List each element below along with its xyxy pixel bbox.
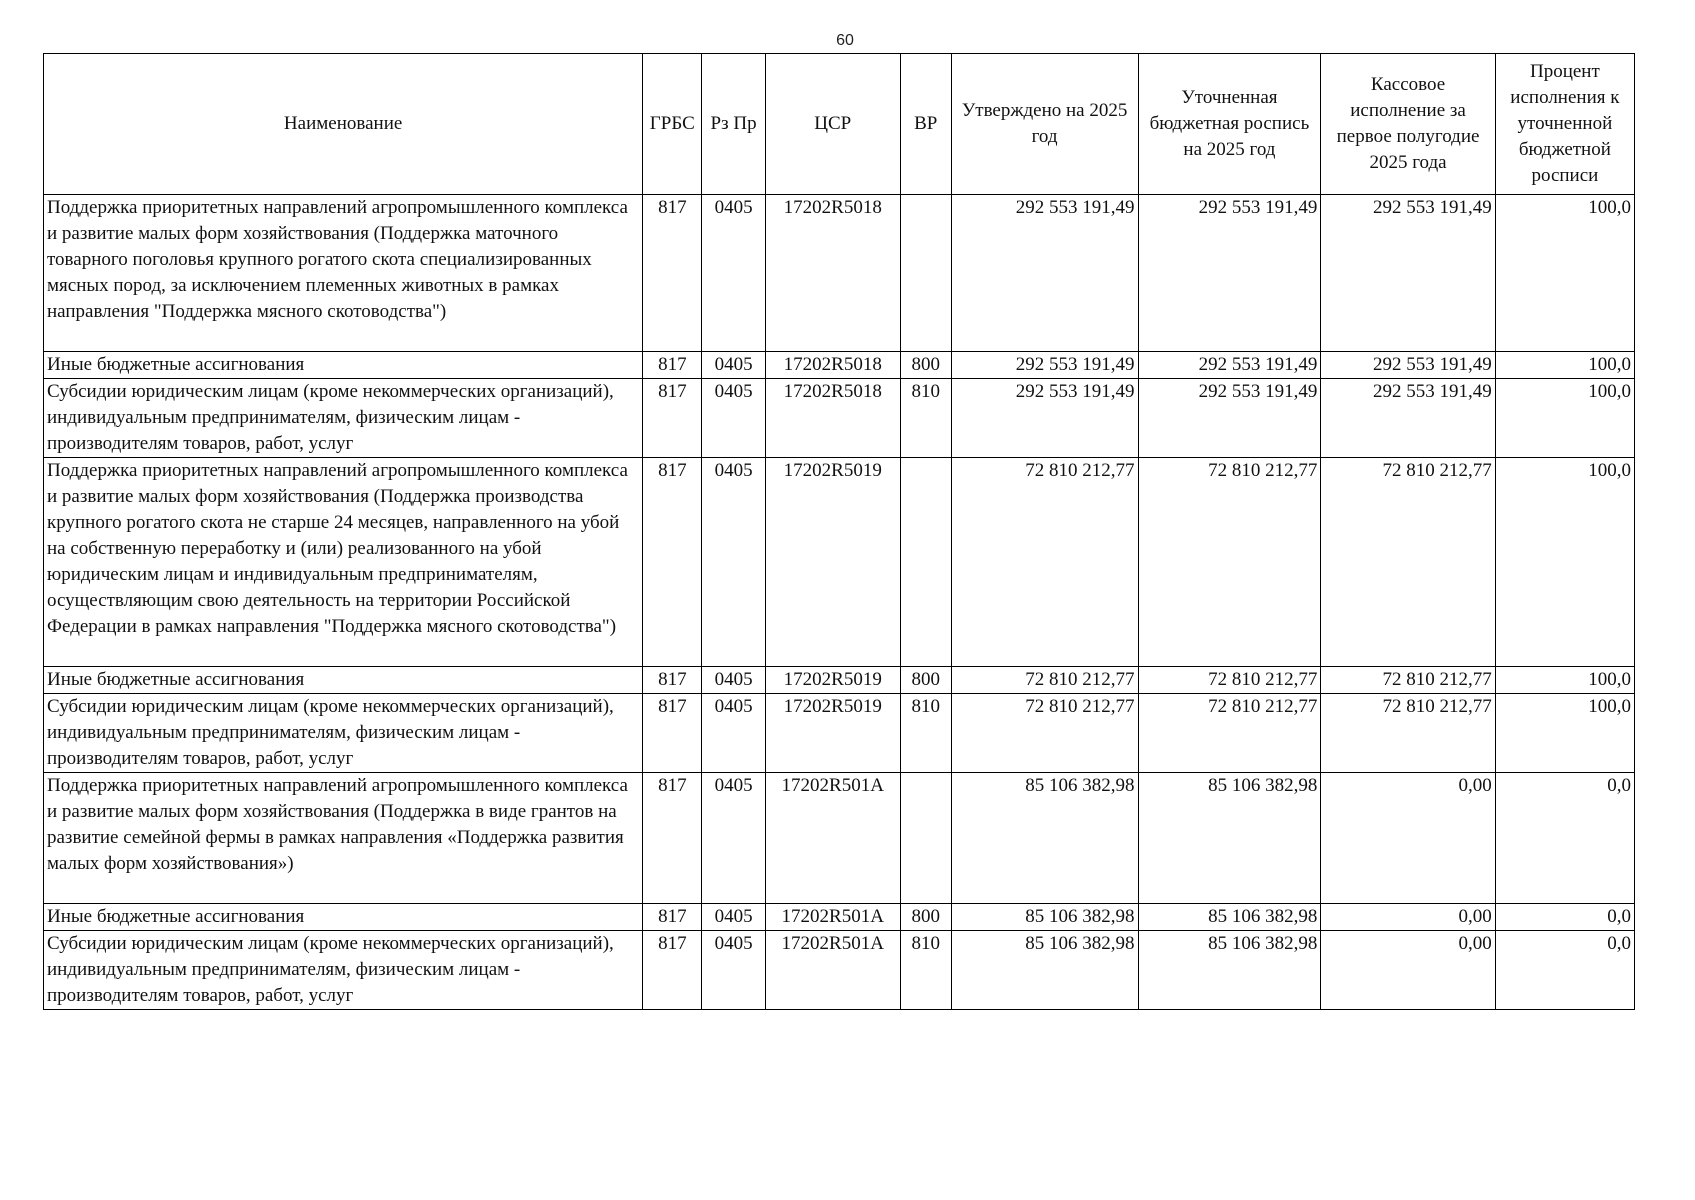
- row-refined: 292 553 191,49: [1138, 352, 1321, 379]
- row-name: Иные бюджетные ассигнования: [44, 352, 643, 379]
- row-name: Иные бюджетные ассигнования: [44, 904, 643, 931]
- row-percent: 100,0: [1495, 694, 1634, 773]
- table-row: [44, 195, 1635, 352]
- row-vr: 810: [900, 694, 951, 773]
- row-grbs: 817: [643, 458, 702, 667]
- header-approved: Утверждено на 2025 год: [951, 54, 1138, 195]
- row-rzpr: 0405: [702, 904, 765, 931]
- row-csr: 17202R5018: [765, 379, 900, 458]
- row-approved: 292 553 191,49: [951, 379, 1138, 458]
- row-approved: 85 106 382,98: [951, 931, 1138, 1010]
- row-name: Субсидии юридическим лицам (кроме некоммерческих организаций), индивидуальным предпринимателям, физическим лицам - производителям товаров, работ, услуг: [44, 931, 643, 1010]
- row-cash: 292 553 191,49: [1321, 379, 1495, 458]
- row-rzpr: 0405: [702, 379, 765, 458]
- header-rzpr: Рз Пр: [702, 54, 765, 195]
- row-approved: 292 553 191,49: [951, 352, 1138, 379]
- header-csr: ЦСР: [765, 54, 900, 195]
- row-cash: 292 553 191,49: [1321, 352, 1495, 379]
- row-vr: 800: [900, 667, 951, 694]
- header-refined: Уточненная бюджетная роспись на 2025 год: [1138, 54, 1321, 195]
- row-vr: 810: [900, 379, 951, 458]
- row-refined: 85 106 382,98: [1138, 931, 1321, 1010]
- row-name: Поддержка приоритетных направлений агропромышленного комплекса и развитие малых форм хозяйствования (Поддержка в виде грантов на развитие семейной фермы в рамках направления «Поддержка развития малых форм хозяйствования»): [44, 773, 643, 904]
- row-grbs: 817: [643, 904, 702, 931]
- table-row: [44, 694, 1635, 773]
- row-percent: 0,0: [1495, 904, 1634, 931]
- row-rzpr: 0405: [702, 667, 765, 694]
- row-percent: 100,0: [1495, 667, 1634, 694]
- row-vr: 800: [900, 352, 951, 379]
- row-csr: 17202R501A: [765, 773, 900, 904]
- row-grbs: 817: [643, 195, 702, 352]
- row-grbs: 817: [643, 931, 702, 1010]
- row-refined: 292 553 191,49: [1138, 195, 1321, 352]
- row-cash: 0,00: [1321, 773, 1495, 904]
- table-row: [44, 773, 1635, 904]
- row-vr: 800: [900, 904, 951, 931]
- row-cash: 72 810 212,77: [1321, 667, 1495, 694]
- table-row: [44, 379, 1635, 458]
- row-refined: 72 810 212,77: [1138, 458, 1321, 667]
- header-percent: Процент исполнения к уточненной бюджетной росписи: [1495, 54, 1634, 195]
- header-row: [44, 54, 1635, 195]
- row-refined: 85 106 382,98: [1138, 904, 1321, 931]
- row-csr: 17202R501A: [765, 931, 900, 1010]
- row-cash: 292 553 191,49: [1321, 195, 1495, 352]
- row-csr: 17202R5019: [765, 458, 900, 667]
- row-approved: 85 106 382,98: [951, 773, 1138, 904]
- row-name: Поддержка приоритетных направлений агропромышленного комплекса и развитие малых форм хозяйствования (Поддержка производства крупного рогатого скота не старше 24 месяцев, направленного на убой на собственную переработку и (или) реализованного на убой юридическим лицам и индивидуальным предпринимателям, осуществляющим свою деятельность на территории Российской Федерации в рамках направления "Поддержка мясного скотоводства"): [44, 458, 643, 667]
- row-csr: 17202R501A: [765, 904, 900, 931]
- row-grbs: 817: [643, 773, 702, 904]
- row-csr: 17202R5019: [765, 694, 900, 773]
- table-row: [44, 352, 1635, 379]
- row-approved: 72 810 212,77: [951, 694, 1138, 773]
- row-cash: 72 810 212,77: [1321, 458, 1495, 667]
- row-percent: 100,0: [1495, 352, 1634, 379]
- row-approved: 72 810 212,77: [951, 458, 1138, 667]
- row-approved: 292 553 191,49: [951, 195, 1138, 352]
- row-vr: [900, 195, 951, 352]
- row-grbs: 817: [643, 352, 702, 379]
- row-vr: 810: [900, 931, 951, 1010]
- row-percent: 100,0: [1495, 458, 1634, 667]
- row-csr: 17202R5018: [765, 195, 900, 352]
- row-vr: [900, 458, 951, 667]
- header-cash: Кассовое исполнение за первое полугодие 2025 года: [1321, 54, 1495, 195]
- row-percent: 0,0: [1495, 773, 1634, 904]
- row-rzpr: 0405: [702, 458, 765, 667]
- header-name: Наименование: [44, 54, 643, 195]
- header-vr: ВР: [900, 54, 951, 195]
- table-row: [44, 931, 1635, 1010]
- row-refined: 85 106 382,98: [1138, 773, 1321, 904]
- row-percent: 100,0: [1495, 195, 1634, 352]
- row-cash: 0,00: [1321, 931, 1495, 1010]
- row-grbs: 817: [643, 694, 702, 773]
- row-name: Субсидии юридическим лицам (кроме некоммерческих организаций), индивидуальным предпринимателям, физическим лицам - производителям товаров, работ, услуг: [44, 694, 643, 773]
- page-number: 60: [836, 32, 854, 49]
- table-row: [44, 458, 1635, 667]
- row-refined: 72 810 212,77: [1138, 694, 1321, 773]
- row-grbs: 817: [643, 379, 702, 458]
- row-rzpr: 0405: [702, 931, 765, 1010]
- row-refined: 72 810 212,77: [1138, 667, 1321, 694]
- row-name: Иные бюджетные ассигнования: [44, 667, 643, 694]
- table-row: [44, 904, 1635, 931]
- row-cash: 0,00: [1321, 904, 1495, 931]
- budget-table: [43, 53, 1635, 1010]
- row-grbs: 817: [643, 667, 702, 694]
- row-cash: 72 810 212,77: [1321, 694, 1495, 773]
- row-rzpr: 0405: [702, 773, 765, 904]
- row-rzpr: 0405: [702, 352, 765, 379]
- row-name: Поддержка приоритетных направлений агропромышленного комплекса и развитие малых форм хозяйствования (Поддержка маточного товарного поголовья крупного рогатого скота специализированных мясных пород, за исключением племенных животных в рамках направления "Поддержка мясного скотоводства"): [44, 195, 643, 352]
- row-csr: 17202R5019: [765, 667, 900, 694]
- row-approved: 72 810 212,77: [951, 667, 1138, 694]
- row-approved: 85 106 382,98: [951, 904, 1138, 931]
- row-rzpr: 0405: [702, 694, 765, 773]
- row-refined: 292 553 191,49: [1138, 379, 1321, 458]
- header-grbs: ГРБС: [643, 54, 702, 195]
- row-name: Субсидии юридическим лицам (кроме некоммерческих организаций), индивидуальным предпринимателям, физическим лицам - производителям товаров, работ, услуг: [44, 379, 643, 458]
- row-percent: 100,0: [1495, 379, 1634, 458]
- row-vr: [900, 773, 951, 904]
- row-csr: 17202R5018: [765, 352, 900, 379]
- row-percent: 0,0: [1495, 931, 1634, 1010]
- table-row: [44, 667, 1635, 694]
- row-rzpr: 0405: [702, 195, 765, 352]
